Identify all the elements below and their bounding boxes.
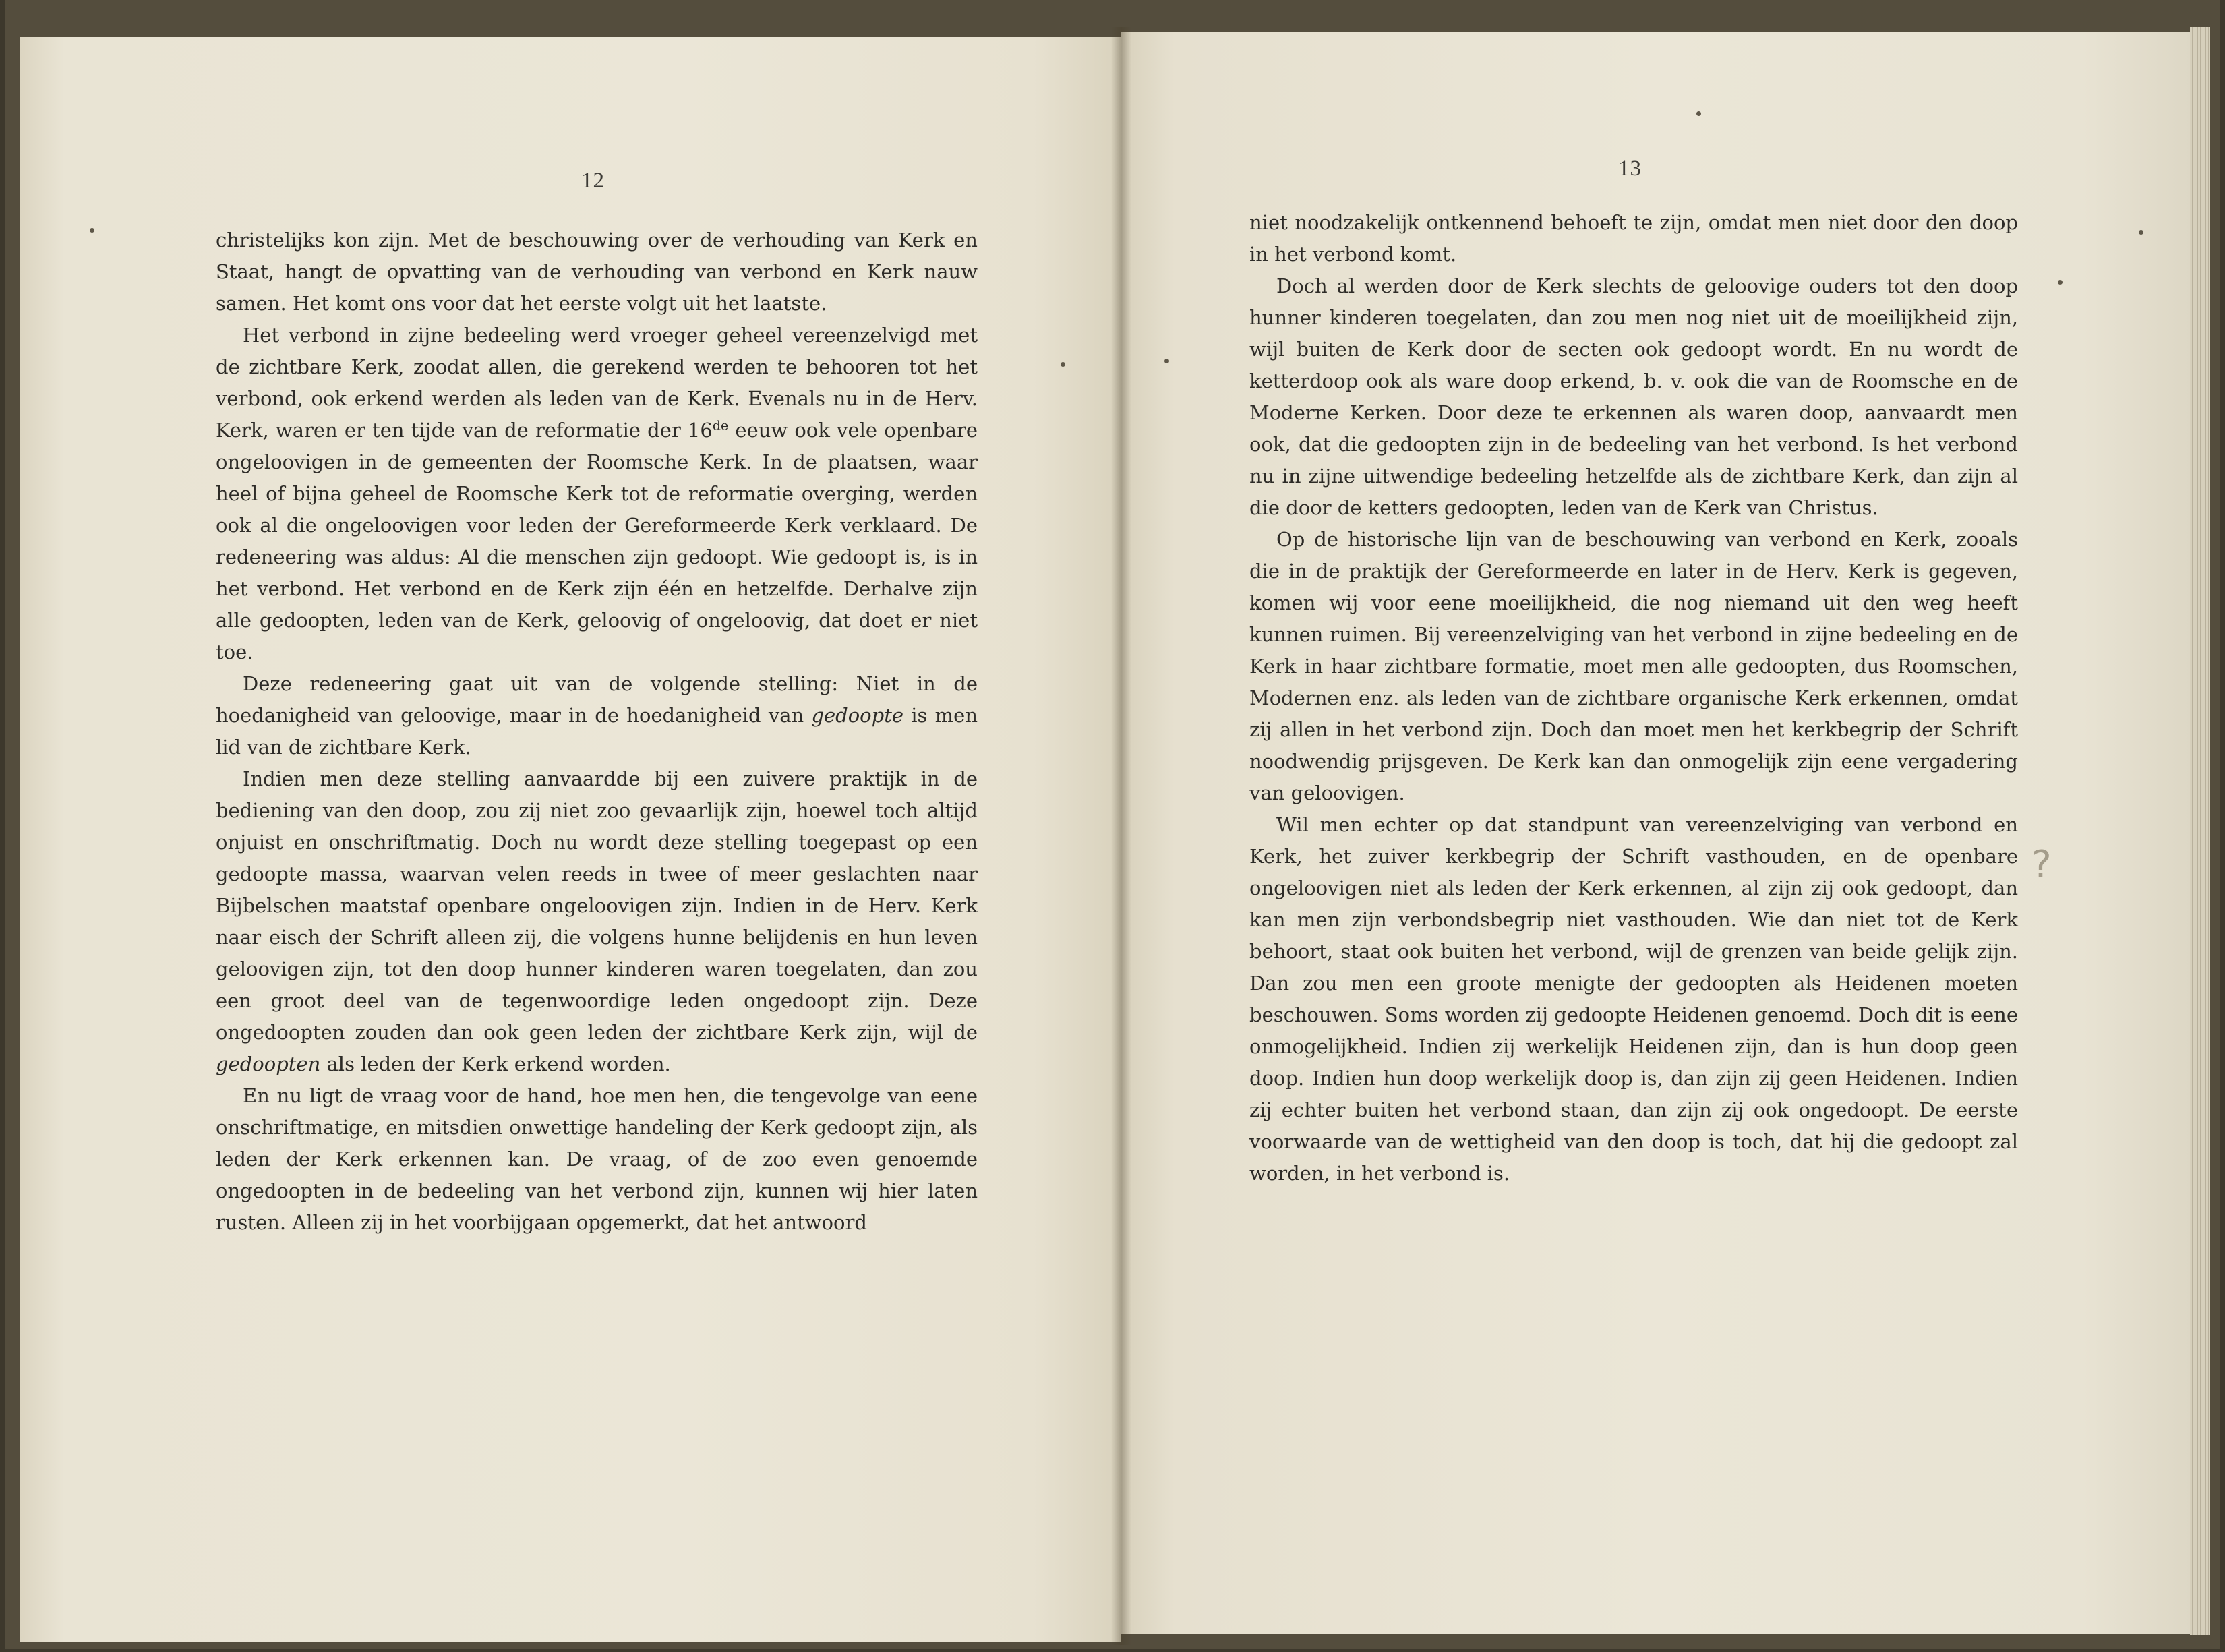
left-page-text <box>216 225 978 1239</box>
book-gutter <box>1111 27 1131 1645</box>
left-paragraph-5: En nu ligt de vraag voor de hand, hoe men hen, die tengevolge van eene onschriftmatige, en mitsdien onwettige handeling der Kerk gedoopt zijn, als leden der Kerk erkennen kan. De vraag, of de zoo even genoemde ongedoopten in de bedeeling van het verbond zijn, kunnen wij hier laten rusten. Alleen zij in het voorbijgaan opgemerkt, dat het antwoord <box>216 1084 978 1234</box>
ordinal-superscript: de <box>712 418 729 434</box>
paper-speck <box>1696 111 1701 116</box>
paper-speck <box>1164 359 1169 363</box>
right-paragraph-2: Doch al werden door de Kerk slechts de geloovige ouders tot den doop hunner kinderen toegelaten, dan zou men nog niet uit de moeilijkheid zijn, wijl buiten de Kerk door de secten ook gedoopt wordt. En nu wordt de ketterdoop ook als ware doop erkend, b. v. ook die van de Roomsche en de Moderne Kerken. Door deze te erkennen als waren doop, aanvaardt men ook, dat die gedoopten zijn in de bedeeling van het verbond. Is het verbond nu in zijne uitwendige bedeeling hetzelfde als de zichtbare Kerk, dan zijn al die door de ketters gedoopten, leden van de Kerk van Christus. <box>1249 274 2018 519</box>
page-edges <box>2190 27 2210 1635</box>
right-paragraph-1: niet noodzakelijk ontkennend behoeft te zijn, omdat men niet door den doop in het verbond komt. <box>1249 211 2018 266</box>
right-paragraph-4: Wil men echter op dat standpunt van vereenzelviging van verbond en Kerk, het zuiver kerkbegrip der Schrift vasthouden, en de openbare ongeloovigen niet als leden der Kerk erkennen, al zijn zij ook gedoopt, dan kan men zijn verbondsbegrip niet vasthouden. Wie dan niet tot de Kerk behoort, staat ook buiten het verbond, wijl de grenzen van beide gelijk zijn. Dan zou men een groote menigte der gedoopten als Heidenen moeten beschouwen. Soms worden zij gedoopte Heidenen genoemd. Doch dit is eene onmogelijkheid. Indien zij werkelijk Heidenen zijn, dan is hun doop geen doop. Indien hun doop werkelijk doop is, dan zijn zij geen Heidenen. Indien zij echter buiten het verbond staan, dan zijn zij ook ongedoopt. De eerste voorwaarde van de wettigheid van den doop is toch, dat hij die gedoopt zal worden, in het verbond is. <box>1249 813 2018 1185</box>
left-paragraph-4-part-b: als leden der Kerk erkend worden. <box>320 1053 671 1075</box>
italic-term-gedoopten: gedoopten <box>216 1053 321 1075</box>
left-paragraph-1: christelijks kon zijn. Met de beschouwing over de verhouding van Kerk en Staat, hangt de opvatting van de verhouding van verbond en Kerk nauw samen. Het komt ons voor dat het eerste volgt uit het laatste. <box>216 229 978 315</box>
paper-speck <box>1061 362 1065 367</box>
left-paragraph-4 <box>216 763 978 1080</box>
left-paragraph-3 <box>216 668 978 763</box>
paper-speck <box>90 228 94 233</box>
italic-term-gedoopte: gedoopte <box>811 704 904 727</box>
right-paragraph-3: Op de historische lijn van de beschouwing van verbond en Kerk, zooals die in de praktijk der Gereformeerde en later in de Herv. Kerk is gegeven, komen wij voor eene moeilijkheid, die nog niemand uit den weg heeft kunnen ruimen. Bij vereenzelviging van het verbond in zijne bedeeling en de Kerk in haar zichtbare formatie, moet men alle gedoopten, dus Roomschen, Modernen enz. als leden van de zichtbare organische Kerk erkennen, omdat zij allen in het verbond zijn. Doch dan moet men het kerkbegrip der Schrift noodwendig prijsgeven. De Kerk kan dan onmogelijk zijn eene vergadering van geloovigen. <box>1249 528 2018 804</box>
left-paragraph-3-part-b: is men lid van de zichtbare Kerk. <box>216 704 978 759</box>
right-page-text <box>1249 207 2018 1189</box>
left-paragraph-2 <box>216 320 978 668</box>
pencil-question-mark: ? <box>2031 843 2052 887</box>
left-paragraph-2-part-a: Het verbond in zijne bedeeling werd vroeger geheel vereenzelvigd met de zichtbare Kerk, zoodat allen, die gerekend werden te behooren tot het verbond, ook erkend werden als leden van de Kerk. Evenals nu in de Herv. Kerk, waren er ten tijde van de reformatie der 16 <box>216 324 978 442</box>
left-paragraph-4-part-a: Indien men deze stelling aanvaardde bij een zuivere praktijk in de bediening van den doop, zou zij niet zoo gevaarlijk zijn, hoewel toch altijd onjuist en onschriftmatig. Doch nu wordt deze stelling toegepast op een gedoopte massa, waarvan velen reeds in twee of meer geslachten naar Bijbelschen maatstaf openbare ongeloovigen zijn. Indien in de Herv. Kerk naar eisch der Schrift alleen zij, die volgens hunne belijdenis en hun leven geloovigen zijn, tot den doop hunner kinderen waren toegelaten, dan zou een groot deel van de tegenwoordige leden ongedoopt zijn. Deze ongedoopten zouden dan ook geen leden der zichtbare Kerk zijn, wijl de <box>216 767 978 1044</box>
paper-speck <box>2139 230 2143 235</box>
left-page-number: 12 <box>581 169 605 193</box>
left-paragraph-3-part-a: Deze redeneering gaat uit van de volgende stelling: Niet in de hoedanigheid van geloovige, maar in de hoedanigheid van <box>216 672 978 727</box>
paper-speck <box>2058 280 2063 285</box>
right-page-number: 13 <box>1618 156 1642 181</box>
left-paragraph-2-part-b: eeuw ook vele openbare ongeloovigen in de gemeenten der Roomsche Kerk. In de plaatsen, waar heel of bijna geheel de Roomsche Kerk tot de reformatie overging, werden ook al die ongeloovigen voor leden der Gereformeerde Kerk verklaard. De redeneering was aldus: Al die menschen zijn gedoopt. Wie gedoopt is, is in het verbond. Het verbond en de Kerk zijn één en hetzelfde. Derhalve zijn alle gedoopten, leden van de Kerk, geloovig of ongeloovig, dat doet er niet toe. <box>216 419 978 663</box>
